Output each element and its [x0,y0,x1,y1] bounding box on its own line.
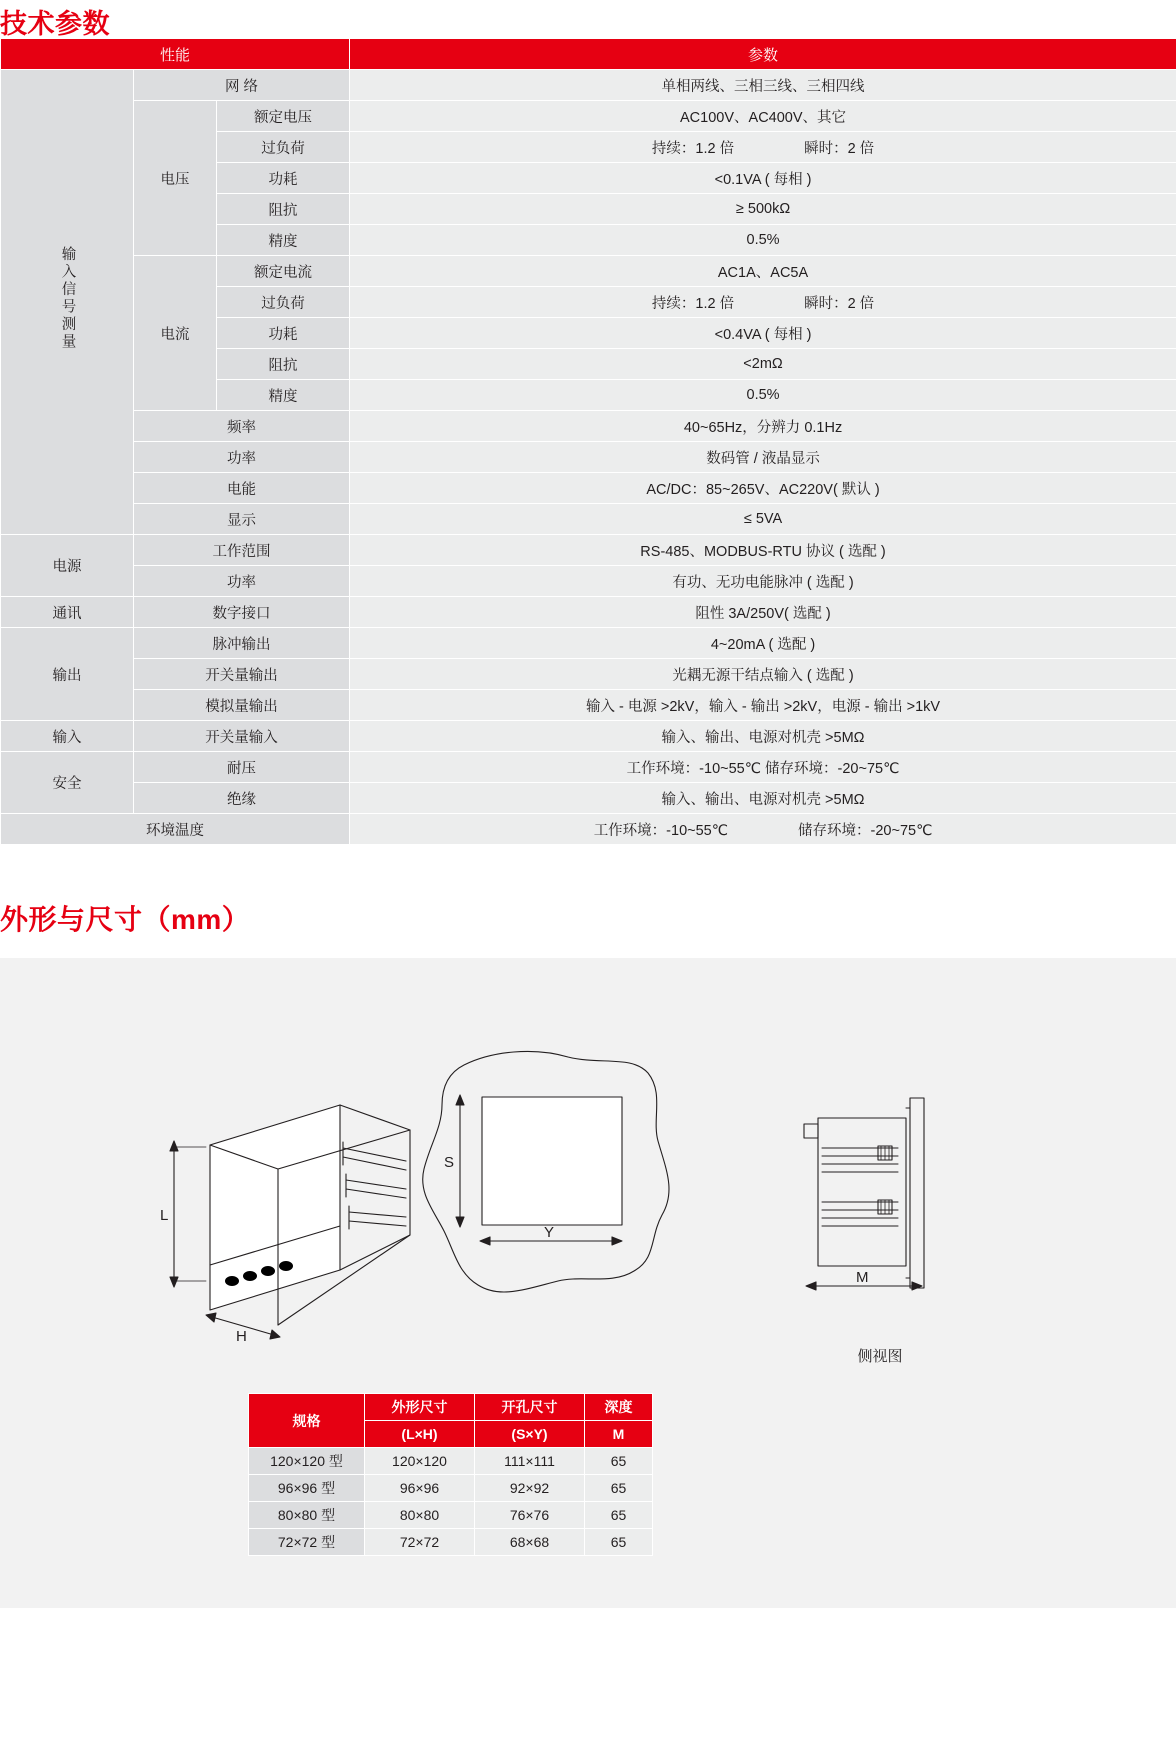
group-label-safety: 安全 [1,752,134,814]
table-row [1,628,1176,659]
tech-section-title: 技术参数 [0,9,110,39]
row-value: 数码管 / 液晶显示 [350,442,1176,473]
table-row [1,256,1176,287]
dim-cell-spec: 72×72 型 [249,1529,365,1556]
table-row [249,1502,653,1529]
row-value: 输入 - 电源 >2kV，输入 - 输出 >2kV，电源 - 输出 >1kV [350,690,1176,721]
table-row [1,566,1176,597]
row-value: 阻性 3A/250V( 选配 ) [350,597,1176,628]
row-item-label: 脉冲输出 [134,628,350,659]
table-row [1,814,1176,845]
table-row [249,1529,653,1556]
row-value: <0.1VA ( 每相 ) [350,163,1176,194]
dim-cell-outer: 120×120 [365,1448,475,1475]
dimensions-table-wrapper [248,1393,653,1556]
row-value: 4~20mA ( 选配 ) [350,628,1176,659]
row-item-label: 过负荷 [217,132,350,163]
table-row [1,473,1176,504]
row-item-label: 电能 [134,473,350,504]
row-value: AC1A、AC5A [350,256,1176,287]
row-value: 光耦无源干结点输入 ( 选配 ) [350,659,1176,690]
tech-spec-table [0,38,1176,845]
row-item-label: 精度 [217,380,350,411]
row-value: ≥ 500kΩ [350,194,1176,225]
row-value: <2mΩ [350,349,1176,380]
table-row [1,721,1176,752]
dim-cell-outer: 72×72 [365,1529,475,1556]
dim-header-cutout: 开孔尺寸 [475,1394,585,1421]
table-row [249,1475,653,1502]
row-item-label: 模拟量输出 [134,690,350,721]
row-item-label: 耐压 [134,752,350,783]
row-item-label: 开关量输出 [134,659,350,690]
row-value-part: 工作环境：-10~55℃ [593,822,729,839]
row-value [350,814,1176,845]
dimensions-table [248,1393,653,1556]
group-label-output: 输出 [1,628,134,721]
row-item-label: 额定电压 [217,101,350,132]
dimensions-section-title: 外形与尺寸（mm） [0,904,251,935]
row-item-label: 绝缘 [134,783,350,814]
dim-cell-cutout: 76×76 [475,1502,585,1529]
table-row [1,535,1176,566]
row-item-label-ambient-temperature: 环境温度 [1,814,350,845]
group-label-input: 输入 [1,721,134,752]
row-item-label: 额定电流 [217,256,350,287]
table-row [1,442,1176,473]
subgroup-label-voltage: 电压 [134,101,217,256]
dim-cell-cutout: 68×68 [475,1529,585,1556]
side-view-caption: 侧视图 [857,1348,903,1365]
row-value: 输入、输出、电源对机壳 >5MΩ [350,783,1176,814]
dim-subheader-cutout: (S×Y) [475,1421,585,1448]
table-row [1,690,1176,721]
row-value-part: 储存环境：-20~75℃ [798,822,933,839]
header-performance: 性能 [1,39,350,70]
row-item-label: 频率 [134,411,350,442]
dim-cell-outer: 96×96 [365,1475,475,1502]
row-item-label: 阻抗 [217,349,350,380]
row-item-label: 工作范围 [134,535,350,566]
label-l: L [160,1207,169,1224]
label-y: Y [544,1224,555,1241]
dim-cell-outer: 80×80 [365,1502,475,1529]
table-row [1,597,1176,628]
table-row [1,101,1176,132]
table-row [1,411,1176,442]
dim-header-row-top [249,1394,653,1421]
table-row [1,752,1176,783]
header-parameter: 参数 [350,39,1176,70]
row-value: 输入、输出、电源对机壳 >5MΩ [350,721,1176,752]
label-h: H [236,1328,247,1345]
row-value: 单相两线、三相三线、三相四线 [350,70,1176,101]
row-value: 0.5% [350,225,1176,256]
row-item-label: 功率 [134,442,350,473]
dim-cell-depth: 65 [585,1448,653,1475]
row-item-label: 数字接口 [134,597,350,628]
row-value: AC/DC：85~265V、AC220V( 默认 ) [350,473,1176,504]
row-value-part: 瞬时：2 倍 [804,140,875,157]
row-value: 40~65Hz，分辨力 0.1Hz [350,411,1176,442]
row-value: RS-485、MODBUS-RTU 协议 ( 选配 ) [350,535,1176,566]
dim-cell-spec: 96×96 型 [249,1475,365,1502]
row-value-part: 持续：1.2 倍 [651,295,735,312]
dim-header-outer: 外形尺寸 [365,1394,475,1421]
row-item-label: 功耗 [217,318,350,349]
dim-cell-spec: 80×80 型 [249,1502,365,1529]
dim-cell-depth: 65 [585,1529,653,1556]
row-value: 0.5% [350,380,1176,411]
row-value-part: 持续：1.2 倍 [651,140,735,157]
row-item-label: 精度 [217,225,350,256]
row-item-label: 过负荷 [217,287,350,318]
row-value: 有功、无功电能脉冲 ( 选配 ) [350,566,1176,597]
row-value: AC100V、AC400V、其它 [350,101,1176,132]
table-row [1,783,1176,814]
row-value [350,287,1176,318]
label-s: S [444,1154,455,1171]
dim-header-depth: 深度 [585,1394,653,1421]
row-value [350,132,1176,163]
row-value: 工作环境：-10~55℃ 储存环境：-20~75℃ [350,752,1176,783]
label-m: M [856,1269,869,1286]
row-value-part: 瞬时：2 倍 [804,295,875,312]
dim-header-spec: 规格 [249,1394,365,1448]
dim-subheader-outer: (L×H) [365,1421,475,1448]
table-row [1,504,1176,535]
row-value: ≤ 5VA [350,504,1176,535]
dim-cell-cutout: 111×111 [475,1448,585,1475]
table-header-row [1,39,1176,70]
row-item-label: 阻抗 [217,194,350,225]
row-item-label: 显示 [134,504,350,535]
subgroup-label-current: 电流 [134,256,217,411]
panel-cutout-figure [408,1045,698,1305]
table-row [1,70,1176,101]
table-row [1,659,1176,690]
dim-cell-spec: 120×120 型 [249,1448,365,1475]
dim-cell-depth: 65 [585,1502,653,1529]
dim-cell-depth: 65 [585,1475,653,1502]
row-item-label: 功率 [134,566,350,597]
table-row [249,1448,653,1475]
group-label-input-signal: 输入信号测量 [1,70,134,535]
row-item-label: 功耗 [217,163,350,194]
dim-subheader-depth: M [585,1421,653,1448]
row-item-label: 网 络 [134,70,350,101]
tech-spec-table-wrapper [0,38,1176,845]
dim-cell-cutout: 92×92 [475,1475,585,1502]
group-label-communication: 通讯 [1,597,134,628]
group-label-power: 电源 [1,535,134,597]
row-value: <0.4VA ( 每相 ) [350,318,1176,349]
row-item-label: 开关量输入 [134,721,350,752]
meter-side-view-figure [782,1090,1002,1300]
